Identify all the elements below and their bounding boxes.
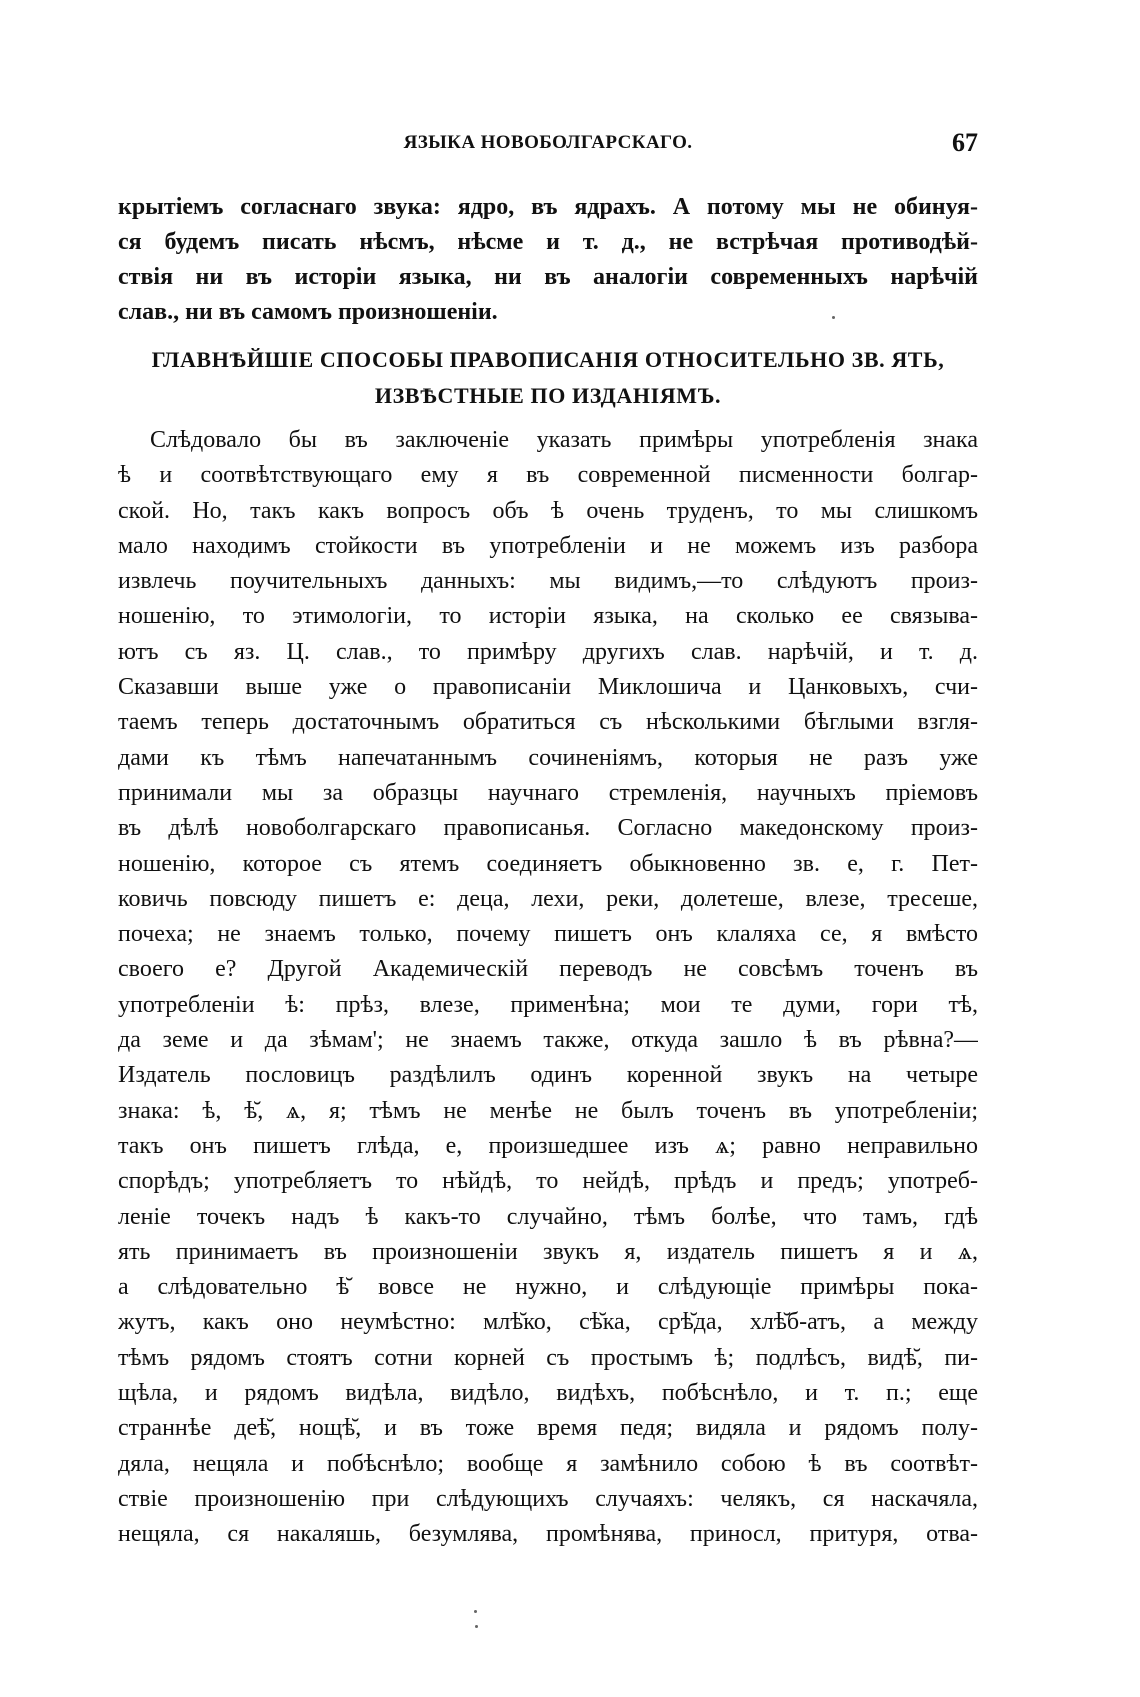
- text-line: ношенію, то этимологіи, то исторіи языка, на сколько ее связыва-: [118, 603, 978, 630]
- text-line: принимали мы за образцы научнаго стремленія, научныхъ пріемовъ: [118, 779, 978, 806]
- text-line: да земе и да зѣмам'; не знаемъ также, откуда зашло ѣ въ рѣвна?—: [118, 1027, 978, 1054]
- text-line: знака: ѣ, ѣ̆, ѧ, я; тѣмъ не менѣе не былъ точенъ въ употребленіи;: [118, 1097, 978, 1124]
- text-line: ся будемъ писать нѣсмъ, нѣсме и т. д., не встрѣчая противодѣй-: [118, 229, 978, 255]
- text-line: ѣ и соотвѣтствующаго ему я въ современной писменности болгар-: [118, 462, 978, 489]
- text-line: ютъ съ яз. Ц. слав., то примѣру другихъ слав. нарѣчій, и т. д.: [118, 638, 978, 665]
- text-line: ковичь повсюду пишетъ е: деца, лехи, реки, долетеше, влезе, тресеше,: [118, 885, 978, 912]
- ink-speck: [474, 1610, 477, 1613]
- page-number: 67: [952, 128, 978, 157]
- text-line: ствіе произношенію при слѣдующихъ случаяхъ: челякъ, ся наскачяла,: [118, 1485, 978, 1512]
- section-heading: [118, 342, 978, 414]
- text-line: таемъ теперь достаточнымъ обратиться съ нѣсколькими бѣглыми взгля-: [118, 709, 978, 736]
- text-line: дами къ тѣмъ напечатаннымъ сочиненіямъ, которыя не разъ уже: [118, 744, 978, 771]
- running-title: ЯЗЫКА НОВОБОЛГАРСКАГО.: [403, 132, 693, 153]
- text-line: своего е? Другой Академическій переводъ не совсѣмъ точенъ въ: [118, 956, 978, 983]
- text-line: ношенію, которое съ ятемъ соединяетъ обыкновенно зв. е, г. Пет-: [118, 850, 978, 877]
- intro-paragraph: [118, 190, 978, 330]
- text-line: Издатель пословицъ раздѣлилъ одинъ коренной звукъ на четыре: [118, 1062, 978, 1089]
- text-line: такъ онъ пишетъ глѣда, е, произшедшее изъ ѧ; равно неправильно: [118, 1132, 978, 1159]
- running-head: [118, 128, 978, 164]
- text-line: ствія ни въ исторіи языка, ни въ аналогіи современныхъ нарѣчій: [118, 264, 978, 290]
- text-line: извлечь поучительныхъ данныхъ: мы видимъ,—то слѣдуютъ произ-: [118, 568, 978, 595]
- text-line: леніе точекъ надъ ѣ какъ-то случайно, тѣмъ болѣе, что тамъ, гдѣ: [118, 1203, 978, 1230]
- text-line: мало находимъ стойкости въ употребленіи и не можемъ изъ разбора: [118, 532, 978, 559]
- text-line: почеха; не знаемъ только, почему пишетъ онъ клаляха се, я вмѣсто: [118, 921, 978, 948]
- ink-speck: [475, 1625, 478, 1628]
- text-line: тѣмъ рядомъ стоятъ сотни корней съ простымъ ѣ; подлѣсъ, видѣ̆, пи-: [118, 1344, 978, 1371]
- text-line: крытіемъ согласнаго звука: ядро, въ ядрахъ. А потому мы не обинуя-: [118, 194, 978, 220]
- text-line: нещяла, ся накаляшь, безумлява, промѣнява, приносл, притуря, отва-: [118, 1521, 978, 1548]
- text-line: страннѣе деѣ̆, нощѣ̆, и въ тоже время педя; видяла и рядомъ полу-: [118, 1415, 978, 1442]
- text-line: дяла, нещяла и побѣснѣло; вообще я замѣнило собою ѣ въ соотвѣт-: [118, 1450, 978, 1477]
- text-line: спорѣдъ; употребляетъ то нѣйдѣ, то нейдѣ, прѣдъ и предъ; употреб-: [118, 1168, 978, 1195]
- body-paragraph: [118, 423, 978, 1553]
- text-line: Слѣдовало бы въ заключеніе указать примѣры употребленія знака: [150, 427, 978, 453]
- text-line: а слѣдовательно ѣ̆ вовсе не нужно, и слѣдующіе примѣры пока-: [118, 1274, 978, 1301]
- text-line: слав., ни въ самомъ произношеніи.: [118, 299, 498, 325]
- text-line: ять принимаетъ въ произношеніи звукъ я, издатель пишетъ я и ѧ,: [118, 1238, 978, 1265]
- text-line: щѣла, и рядомъ видѣла, видѣло, видѣхъ, побѣснѣло, и т. п.; еще: [118, 1380, 978, 1407]
- ink-speck: [832, 316, 835, 319]
- text-line: употребленіи ѣ: прѣз, влезе, применѣна; мои те думи, гори тѣ,: [118, 991, 978, 1018]
- section-heading-line-1: ГЛАВНѢЙШІЕ СПОСОБЫ ПРАВОПИСАНІЯ ОТНОСИТЕЛЬНО ЗВ. ЯТЬ,: [151, 347, 945, 372]
- text-line: жутъ, какъ оно неумѣстно: млѣ̆ко, сѣ̆ка, срѣ̆да, хлѣ̆б-атъ, а между: [118, 1309, 978, 1336]
- text-line: въ дѣлѣ новоболгарскаго правописанья. Согласно македонскому произ-: [118, 815, 978, 842]
- section-heading-line-2: ИЗВѢСТНЫЕ ПО ИЗДАНІЯМЪ.: [374, 383, 722, 408]
- text-line: Сказавши выше уже о правописаніи Миклошича и Цанковыхъ, счи-: [118, 674, 978, 701]
- text-line: ской. Но, такъ какъ вопросъ объ ѣ очень труденъ, то мы слишкомъ: [118, 497, 978, 524]
